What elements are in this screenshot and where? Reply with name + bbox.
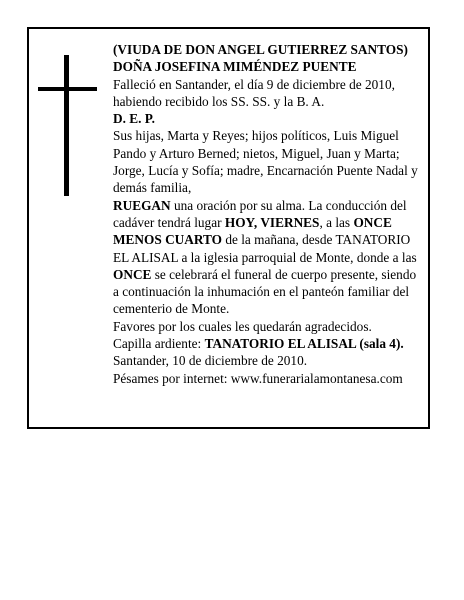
- funeral-details: [113, 197, 423, 318]
- widow-line: (VIUDA DE DON ANGEL GUTIERREZ SANTOS): [113, 42, 408, 57]
- cross-icon: [64, 55, 69, 196]
- funeral-text-4: se celebrará el funeral de cuerpo presente, siendo a continuación la inhumación en el panteón familiar del cementerio de Monte.: [113, 266, 417, 317]
- thanks-line: Favores por los cuales les quedarán agradecidos.: [113, 318, 372, 334]
- family-list: Sus hijas, Marta y Reyes; hijos políticos, Luis Miguel Pando y Arturo Berned; nietos, Miguel, Juan y Marta; Jorge, Lucía y Sofía; madre, Encarnación Puente Nadal y demás familia,: [113, 128, 418, 196]
- chapel-line: [113, 335, 423, 352]
- funeral-time-emphasis: ONCE: [113, 266, 152, 282]
- ruegan-word: RUEGAN: [113, 197, 171, 213]
- cross-icon-arm: [38, 87, 97, 91]
- time-emphasis: ONCE MENOS CUARTO: [113, 214, 392, 248]
- deceased-name: DOÑA JOSEFINA MIMÉNDEZ PUENTE: [113, 59, 357, 75]
- death-notice: Falleció en Santander, el día 9 de diciembre de 2010, habiendo recibido los SS. SS. y la B. A.: [113, 76, 395, 109]
- condolences-line: Pésames por internet: www.funerarialamontanesa.com: [113, 370, 403, 386]
- funeral-text-2: , a las: [319, 214, 354, 230]
- day-emphasis: HOY, VIERNES: [224, 214, 320, 230]
- funeral-text-3: de la mañana, desde TANATORIO EL ALISAL a la iglesia parroquial de Monte, donde a las: [113, 232, 417, 265]
- rip-line: D. E. P.: [113, 111, 155, 127]
- obituary-text: [113, 41, 423, 387]
- chapel-place: TANATORIO EL ALISAL (sala 4).: [204, 336, 404, 352]
- funeral-text-1: una oración por su alma. La conducción del cadáver tendrá lugar: [113, 197, 407, 230]
- chapel-label: Capilla ardiente:: [113, 336, 205, 352]
- date-line: Santander, 10 de diciembre de 2010.: [113, 353, 308, 369]
